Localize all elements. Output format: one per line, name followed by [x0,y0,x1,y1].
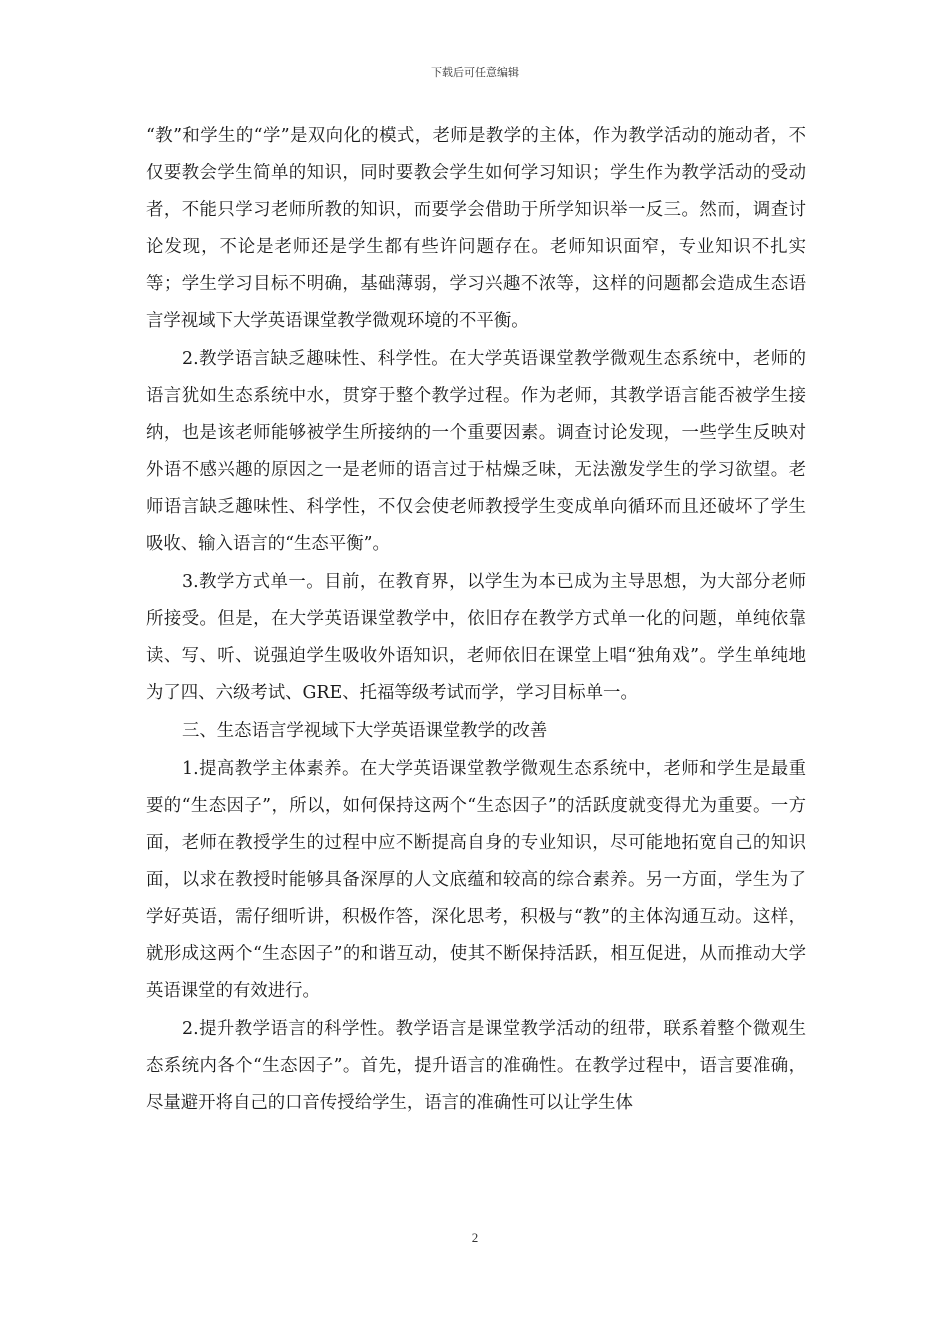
section-heading: 三、生态语言学视域下大学英语课堂教学的改善 [182,721,548,741]
document-body [146,118,806,1122]
body-paragraph: 2.提升教学语言的科学性。教学语言是课堂教学活动的纽带，联系着整个微观生态系统内各个“生态因子”。首先，提升语言的准确性。在教学过程中，语言要准确，尽量避开将自己的口音传授给学生，语言的准确性可以让学生体 [146,1019,806,1113]
page-number: 2 [471,1230,479,1245]
body-paragraph: 1.提高教学主体素养。在大学英语课堂教学微观生态系统中，老师和学生是最重要的“生态因子”，所以，如何保持这两个“生态因子”的活跃度就变得尤为重要。一方面，老师在教授学生的过程中应不断提高自身的专业知识，尽可能地拓宽自己的知识面，以求在教授时能够具备深厚的人文底蕴和较高的综合素养。另一方面，学生为了学好英语，需仔细听讲，积极作答，深化思考，积极与“教”的主体沟通互动。这样，就形成这两个“生态因子”的和谐互动，使其不断保持活跃，相互促进，从而推动大学英语课堂的有效进行。 [146,759,806,1001]
body-paragraph: “教”和学生的“学”是双向化的模式，老师是教学的主体，作为教学活动的施动者，不仅要教会学生简单的知识，同时要教会学生如何学习知识；学生作为教学活动的受动者，不能只学习老师所教的知识，而要学会借助于所学知识举一反三。然而，调查讨论发现，不论是老师还是学生都有些许问题存在。老师知识面窄，专业知识不扎实等；学生学习目标不明确，基础薄弱，学习兴趣不浓等，这样的问题都会造成生态语言学视域下大学英语课堂教学微观环境的不平衡。 [146,126,806,331]
body-paragraph: 3.教学方式单一。目前，在教育界，以学生为本已成为主导思想，为大部分老师所接受。但是，在大学英语课堂教学中，依旧存在教学方式单一化的问题，单纯依靠读、写、听、说强迫学生吸收外语知识，老师依旧在课堂上唱“独角戏”。学生单纯地为了四、六级考试、GRE、托福等级考试而学，学习目标单一。 [146,572,806,703]
page-header: 下载后可任意编辑 [431,66,519,79]
body-paragraph: 2.教学语言缺乏趣味性、科学性。在大学英语课堂教学微观生态系统中，老师的语言犹如生态系统中水，贯穿于整个教学过程。作为老师，其教学语言能否被学生接纳，也是该老师能够被学生所接纳的一个重要因素。调查讨论发现，一些学生反映对外语不感兴趣的原因之一是老师的语言过于枯燥乏味，无法激发学生的学习欲望。老师语言缺乏趣味性、科学性，不仅会使老师教授学生变成单向循环而且还破坏了学生吸收、输入语言的“生态平衡”。 [146,349,806,554]
